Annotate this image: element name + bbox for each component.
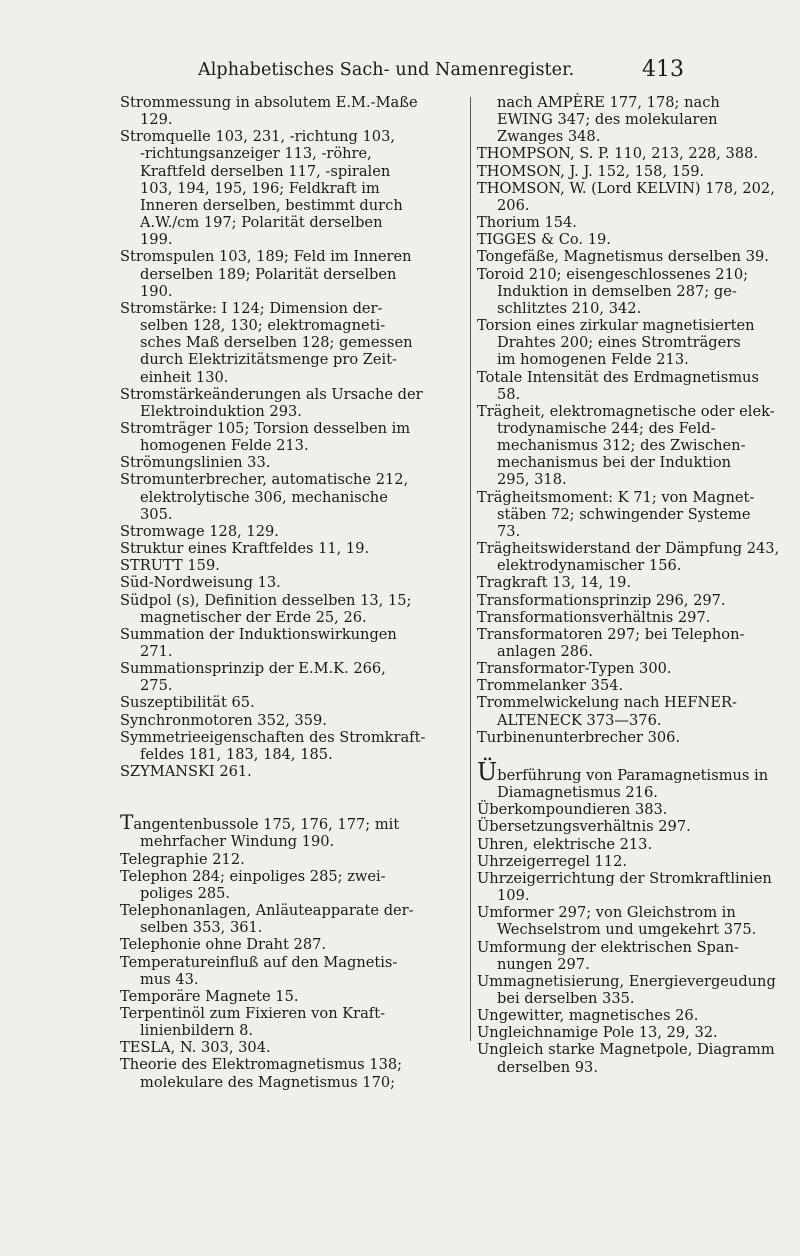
index-entry: Telephonie ohne Draht 287. <box>120 936 327 954</box>
index-entry: Summationsprinzip der E.M.K. 266, 275. <box>120 660 386 695</box>
index-entry: Trägheit, elektromagnetische oder elek- trodynamische 244; des Feld- mechanismus 312; des Zwischen- mechanismus bei der Induktion 295, 318. <box>477 402 775 489</box>
index-entry: Telephon 284; einpoliges 285; zwei- poliges 285. <box>120 867 386 902</box>
index-entry: Umformer 297; von Gleichstrom in Wechselstrom und umgekehrt 375. <box>477 904 757 939</box>
section-u-entries <box>477 757 800 1076</box>
index-entry: Trägheitsmoment: K 71; von Magnet- stäben 72; schwingender Systeme 73. <box>477 488 755 540</box>
index-entry: Südpol (s), Definition desselben 13, 15; magnetischer der Erde 25, 26. <box>120 591 412 626</box>
entry-text: angentenbussole 175, 176, 177; mit mehrfacher Windung 190. <box>133 816 400 851</box>
running-title: Alphabetisches Sach- und Namenregister. <box>198 60 575 80</box>
index-entry: Struktur eines Kraftfeldes 11, 19. <box>120 540 370 558</box>
index-entry: Überkompoundieren 383. <box>477 801 668 819</box>
index-entry: Stromträger 105; Torsion desselben im homogenen Felde 213. <box>120 419 411 455</box>
index-entry: Temporäre Magnete 15. <box>120 987 299 1005</box>
index-entry: Transformationsverhältnis 297. <box>477 608 711 626</box>
section-gap <box>477 746 800 764</box>
index-entry: Turbinenunterbrecher 306. <box>477 728 681 746</box>
index-entry: Ungleich starke Magnetpole, Diagramm derselben 93. <box>477 1041 775 1076</box>
index-entry <box>120 810 462 851</box>
index-entry: Transformationsprinzip 296, 297. <box>477 591 726 609</box>
index-entry: Süd-Nordweisung 13. <box>120 574 281 592</box>
index-entry: Stromunterbrecher, automatische 212, elektrolytische 306, mechanische 305. <box>120 471 409 523</box>
index-entry: Ungewitter, magnetisches 26. <box>477 1007 699 1025</box>
section-s-entries <box>120 94 462 780</box>
left-column <box>120 94 462 1091</box>
index-entry: THOMSON, J. J. 152, 158, 159. <box>477 162 705 180</box>
index-entry: Strömungslinien 33. <box>120 454 271 472</box>
section-initial: Ü <box>477 757 498 786</box>
index-entry: Telegraphie 212. <box>120 850 245 868</box>
index-entry: Transformatoren 297; bei Telephon- anlagen 286. <box>477 625 745 660</box>
index-entry: SZYMANSKI 261. <box>120 763 252 781</box>
index-entry: Temperatureinfluß auf den Magnetis- mus 43. <box>120 953 398 988</box>
index-entry: Uhrzeigerrichtung der Stromkraftlinien 109. <box>477 869 772 905</box>
index-entry: Übersetzungsverhältnis 297. <box>477 818 691 836</box>
index-entry: Totale Intensität des Erdmagnetismus 58. <box>477 368 759 403</box>
index-entry: Synchronmotoren 352, 359. <box>120 711 327 729</box>
index-entry: Stromquelle 103, 231, -richtung 103, -richtungsanzeiger 113, -röhre, Kraftfeld derselben 117, -spiralen 103, 194, 195, 196; Feldkraft im Inneren derselben, bestimmt durch A.W./cm 197; Polarität derselben 199. <box>120 128 403 249</box>
index-entry: Thorium 154. <box>477 214 577 232</box>
right-column <box>477 94 800 1076</box>
index-entry: Summation der Induktionswirkungen 271. <box>120 625 397 660</box>
section-gap <box>120 780 462 814</box>
index-entry: Theorie des Elektromagnetismus 138; molekulare des Magnetismus 170; <box>120 1056 403 1091</box>
index-entry: Umformung der elektrischen Span- nungen 297. <box>477 938 739 973</box>
entry-text: berführung von Paramagnetismus in Diamagnetismus 216. <box>497 766 769 802</box>
index-entry <box>477 757 800 802</box>
index-entry: Torsion eines zirkular magnetisierten Drahtes 200; eines Stromträgers im homogenen Felde 213. <box>477 317 755 369</box>
index-entry: Uhren, elektrische 213. <box>477 835 653 853</box>
index-entry: Tongefäße, Magnetismus derselben 39. <box>477 248 769 266</box>
index-entry: STRUTT 159. <box>120 557 220 575</box>
index-entry: Tragkraft 13, 14, 19. <box>477 574 632 592</box>
page-header <box>0 56 800 92</box>
section-t-continued <box>477 94 800 746</box>
index-entry: Uhrzeigerregel 112. <box>477 852 628 870</box>
index-entry: Ummagnetisierung, Energievergeudung bei derselben 335. <box>477 972 776 1007</box>
index-entry: THOMSON, W. (Lord KELVIN) 178, 202, 206. <box>477 179 775 214</box>
section-initial: T <box>120 810 134 835</box>
index-entry: Trommelwickelung nach HEFNER- ALTENECK 373—376. <box>477 694 737 729</box>
index-entry-continued: nach AMPÈRE 177, 178; nach EWING 347; des molekularen Zwanges 348. <box>497 94 720 146</box>
index-entry: Transformator-Typen 300. <box>477 660 672 678</box>
page-number: 413 <box>642 57 684 82</box>
index-entry: Trommelanker 354. <box>477 677 624 695</box>
index-entry: Stromspulen 103, 189; Feld im Inneren derselben 189; Polarität derselben 190. <box>120 248 412 300</box>
index-entry: Toroid 210; eisengeschlossenes 210; Induktion in demselben 287; ge- schlitztes 210, 342. <box>477 265 749 317</box>
index-entry: Stromwage 128, 129. <box>120 522 279 540</box>
column-divider <box>470 97 471 1041</box>
index-entry: Suszeptibilität 65. <box>120 694 255 712</box>
index-entry: Stromstärkeänderungen als Ursache der Elektroinduktion 293. <box>120 385 423 420</box>
index-entry: TIGGES & Co. 19. <box>477 231 611 249</box>
index-entry: Telephonanlagen, Anläuteapparate der- selben 353, 361. <box>120 902 414 937</box>
index-entry: Strommessung in absolutem E.M.-Maße 129. <box>120 94 418 129</box>
index-entry: Symmetrieeigenschaften des Stromkraft- feldes 181, 183, 184, 185. <box>120 728 426 763</box>
index-entry: Stromstärke: I 124; Dimension der- selben 128, 130; elektromagneti- sches Maß derselben 128; gemessen durch Elektrizitätsmenge pro Zeit- einheit 130. <box>120 299 413 386</box>
index-entry: Trägheitswiderstand der Dämpfung 243, elektrodynamischer 156. <box>477 540 780 575</box>
index-entry: Terpentinöl zum Fixieren von Kraft- linienbildern 8. <box>120 1004 386 1040</box>
index-entry: TESLA, N. 303, 304. <box>120 1039 271 1057</box>
section-t-entries <box>120 810 462 1091</box>
index-entry: THOMPSON, S. P. 110, 213, 228, 388. <box>477 145 759 163</box>
index-entry: Ungleichnamige Pole 13, 29, 32. <box>477 1024 718 1042</box>
